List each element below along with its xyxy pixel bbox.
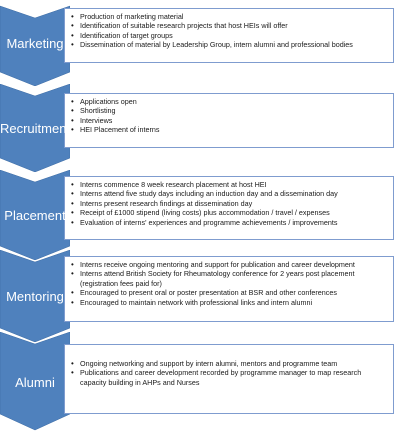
stage-chevron (0, 332, 70, 432)
stage-marketing (0, 0, 400, 86)
bullet-item: • HEI Placement of interns (71, 125, 388, 134)
stage-chevron (0, 84, 70, 172)
bullet-item: • Identification of suitable research projects that host HEIs will offer (71, 21, 388, 30)
stage-chevron (0, 250, 70, 342)
stage-detail-box (64, 256, 394, 322)
bullet-item: • Interns attend British Society for Rheumatology conference for 2 years post placement (registration fees paid for) (71, 269, 388, 288)
stage-placement (0, 170, 400, 260)
bullet-item: • Encouraged to maintain network with professional links and intern alumni (71, 298, 388, 307)
stage-detail-box (64, 8, 394, 63)
bullet-item: • Applications open (71, 97, 388, 106)
bullet-item: • Identification of target groups (71, 31, 388, 40)
stage-detail-box (64, 344, 394, 414)
stage-label: Placement (4, 207, 66, 223)
stage-chevron (0, 0, 70, 86)
bullet-item: • Production of marketing material (71, 12, 388, 21)
stage-alumni (0, 332, 400, 432)
stage-label: Alumni (15, 374, 55, 390)
bullet-item: • Interns commence 8 week research placement at host HEI (71, 180, 388, 189)
stage-label: Recruitment (0, 120, 71, 136)
bullet-list (71, 12, 388, 50)
stage-chevron (0, 170, 70, 260)
bullet-list (71, 97, 388, 135)
stage-detail-box (64, 93, 394, 148)
bullet-item: • Interns receive ongoing mentoring and support for publication and career development (71, 260, 388, 269)
bullet-item: • Dissemination of material by Leadership Group, intern alumni and professional bodies (71, 40, 388, 49)
stage-detail-box (64, 176, 394, 240)
bullet-list (71, 260, 388, 307)
bullet-list (71, 180, 388, 227)
stage-recruitment (0, 84, 400, 172)
bullet-item: • Encouraged to present oral or poster presentation at BSR and other conferences (71, 288, 388, 297)
bullet-item: • Interns present research findings at dissemination day (71, 199, 388, 208)
stage-mentoring (0, 250, 400, 342)
bullet-item: • Interviews (71, 116, 388, 125)
bullet-list (71, 359, 388, 387)
stage-label: Mentoring (6, 288, 64, 304)
bullet-item: • Ongoing networking and support by intern alumni, mentors and programme team (71, 359, 388, 368)
stage-label: Marketing (6, 35, 64, 51)
bullet-item: • Shortlisting (71, 106, 388, 115)
bullet-item: • Interns attend five study days including an induction day and a dissemination day (71, 189, 388, 198)
bullet-item: • Receipt of £1000 stipend (living costs) plus accommodation / travel / expenses (71, 208, 388, 217)
bullet-item: • Evaluation of interns' experiences and programme achievements / improvements (71, 218, 388, 227)
bullet-item: • Publications and career development recorded by programme manager to map research capacity building in AHPs and Nurses (71, 368, 388, 387)
